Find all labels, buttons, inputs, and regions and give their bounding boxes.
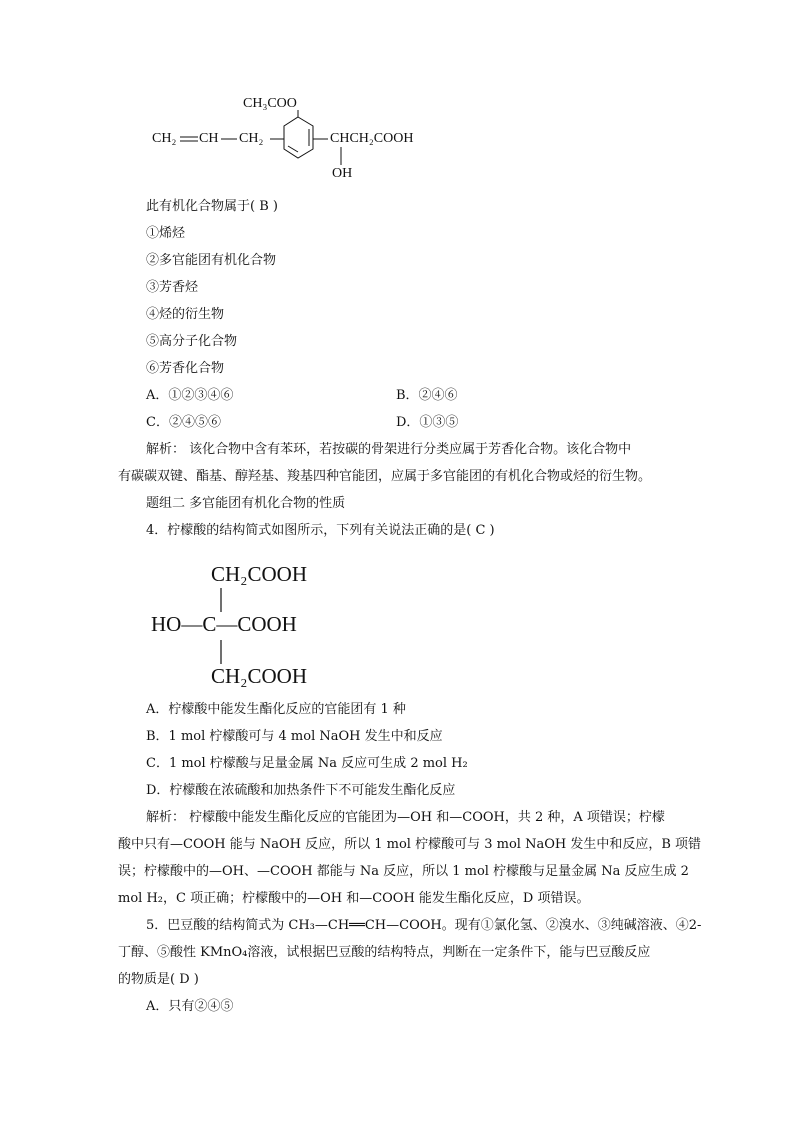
q3-item-1: ①烯烃 — [146, 226, 186, 241]
vinyl-ch2: CH₂ — [152, 131, 177, 146]
q4-stem: 4．柠檬酸的结构简式如图所示，下列有关说法正确的是( C ) — [146, 523, 495, 538]
q4-analysis-line-1: 解析： 柠檬酸中能发生酯化反应的官能团为—OH 和—COOH，共 2 种，A 项错误；柠檬 — [146, 810, 665, 825]
q3-item-5: ⑤高分子化合物 — [146, 334, 238, 349]
hydroxy-group: OH — [332, 166, 353, 181]
q5-line-2: 丁醇、⑤酸性 KMnO₄溶液，试根据巴豆酸的结构特点，判断在一定条件下，能与巴豆酸反应 — [118, 945, 651, 960]
q4-analysis-line-4: mol H₂，C 项正确；柠檬酸中的—OH 和—COOH 能发生酯化反应，D 项错误。 — [118, 891, 590, 906]
q5-line-3: 的物质是( D ) — [118, 972, 199, 987]
q5-option-a: A．只有②④⑤ — [146, 999, 234, 1014]
q3-item-6: ⑥芳香化合物 — [146, 361, 225, 376]
q3-item-3: ③芳香烃 — [146, 280, 199, 295]
q3-analysis-line-2: 有碳碳双键、酯基、醇羟基、羧基四种官能团，应属于多官能团的有机化合物或烃的衍生物。 — [118, 469, 652, 484]
vinyl-ch: CH — [199, 131, 219, 146]
q3-option-d: D．①③⑤ — [396, 415, 459, 430]
q3-stem: 此有机化合物属于( B ) — [146, 199, 278, 214]
q4-analysis-line-3: 误；柠檬酸中的—OH、—COOH 都能与 Na 反应，所以 1 mol 柠檬酸与足量金属 Na 反应生成 2 — [118, 864, 689, 879]
citric-bottom-group: CH₂COOH — [211, 664, 307, 688]
q3-option-c: C．②④⑤⑥ — [146, 415, 221, 430]
q4-option-a: A．柠檬酸中能发生酯化反应的官能团有 1 种 — [146, 702, 406, 717]
citric-top-group: CH₂COOH — [211, 562, 307, 586]
q4-option-d: D．柠檬酸在浓硫酸和加热条件下不可能发生酯化反应 — [146, 783, 456, 798]
q3-analysis-line-1: 解析： 该化合物中含有苯环，若按碳的骨架进行分类应属于芳香化合物。该化合物中 — [146, 442, 632, 457]
citric-center-row: HO—C—COOH — [151, 612, 297, 636]
q3-option-b: B．②④⑥ — [396, 388, 458, 403]
q3-option-a: A．①②③④⑥ — [146, 388, 234, 403]
q4-analysis-line-2: 酸中只有—COOH 能与 NaOH 反应，所以 1 mol 柠檬酸可与 3 mol NaOH 发生中和反应，B 项错 — [118, 837, 702, 852]
q4-option-b: B．1 mol 柠檬酸可与 4 mol NaOH 发生中和反应 — [146, 729, 443, 744]
group-title: 题组二 多官能团有机化合物的性质 — [146, 496, 346, 511]
q5-line-1: 5．巴豆酸的结构简式为 CH₃—CH══CH—COOH。现有①氯化氢、②溴水、③纯碱溶液、④2- — [146, 918, 702, 933]
side-chain: CHCH₂COOH — [330, 131, 414, 146]
q3-item-2: ②多官能团有机化合物 — [146, 253, 277, 268]
q4-option-c: C．1 mol 柠檬酸与足量金属 Na 反应可生成 2 mol H₂ — [146, 756, 468, 771]
methylene-ch2: CH₂ — [239, 131, 264, 146]
q3-item-4: ④烃的衍生物 — [146, 307, 225, 322]
acetoxy-group: CH₃COO — [243, 96, 297, 111]
